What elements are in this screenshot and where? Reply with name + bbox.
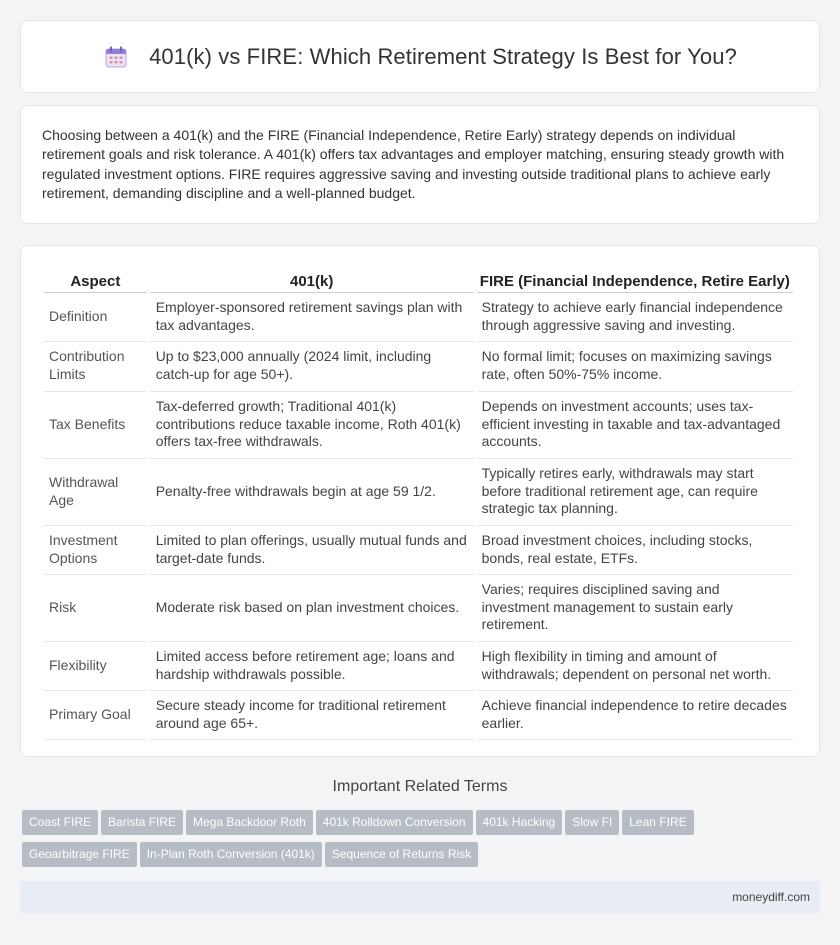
- related-terms-title: Important Related Terms: [332, 778, 508, 795]
- row-aspect: Risk: [44, 575, 147, 642]
- related-term-tag[interactable]: 401k Rolldown Conversion: [316, 810, 473, 835]
- row-401k: Tax-deferred growth; Traditional 401(k) contributions reduce taxable income, Roth 401(k) offers tax-free withdrawals.: [151, 392, 473, 459]
- table-row: [44, 691, 793, 740]
- row-aspect: Primary Goal: [44, 691, 147, 740]
- row-fire: Depends on investment accounts; uses tax-efficient investing in taxable and tax-advantaged accounts.: [477, 392, 793, 459]
- table-row: [44, 526, 793, 575]
- row-aspect: Withdrawal Age: [44, 459, 147, 526]
- table-row: [44, 342, 793, 392]
- related-terms-list: [22, 810, 822, 874]
- row-401k: Moderate risk based on plan investment choices.: [151, 575, 473, 642]
- row-fire: Varies; requires disciplined saving and investment management to sustain early retirement.: [477, 575, 793, 642]
- related-term-tag[interactable]: Lean FIRE: [622, 810, 693, 835]
- table-row: [44, 392, 793, 459]
- comparison-table: [40, 266, 797, 740]
- row-fire: Broad investment choices, including stocks, bonds, real estate, ETFs.: [477, 526, 793, 575]
- row-fire: Strategy to achieve early financial independence through aggressive saving and investing.: [477, 293, 793, 342]
- table-row: [44, 459, 793, 526]
- row-401k: Up to $23,000 annually (2024 limit, including catch-up for age 50+).: [151, 342, 473, 392]
- calendar-icon: [103, 44, 129, 70]
- table-row: [44, 293, 793, 342]
- related-term-tag[interactable]: Geoarbitrage FIRE: [22, 842, 137, 867]
- row-401k: Secure steady income for traditional retirement around age 65+.: [151, 691, 473, 740]
- intro-card: [20, 105, 820, 224]
- page-title: 401(k) vs FIRE: Which Retirement Strategy Is Best for You?: [149, 43, 737, 69]
- footer-site-link[interactable]: moneydiff.com: [732, 890, 810, 904]
- row-aspect: Tax Benefits: [44, 392, 147, 459]
- header-aspect: Aspect: [44, 266, 147, 293]
- row-fire: Typically retires early, withdrawals may start before traditional retirement age, can require strategic tax planning.: [477, 459, 793, 526]
- footer: [20, 881, 820, 914]
- row-aspect: Contribution Limits: [44, 342, 147, 392]
- table-row: [44, 642, 793, 691]
- row-401k: Limited access before retirement age; loans and hardship withdrawals possible.: [151, 642, 473, 691]
- related-term-tag[interactable]: Sequence of Returns Risk: [325, 842, 478, 867]
- page-header: [20, 20, 820, 93]
- row-fire: High flexibility in timing and amount of withdrawals; dependent on personal net worth.: [477, 642, 793, 691]
- header-401k: 401(k): [151, 266, 473, 293]
- row-aspect: Flexibility: [44, 642, 147, 691]
- table-header-row: [44, 266, 793, 293]
- row-fire: No formal limit; focuses on maximizing savings rate, often 50%-75% income.: [477, 342, 793, 392]
- row-401k: Employer-sponsored retirement savings plan with tax advantages.: [151, 293, 473, 342]
- comparison-card: [20, 245, 820, 757]
- header-fire: FIRE (Financial Independence, Retire Early): [477, 266, 793, 293]
- related-term-tag[interactable]: Barista FIRE: [101, 810, 183, 835]
- related-term-tag[interactable]: Slow FI: [565, 810, 619, 835]
- row-401k: Penalty-free withdrawals begin at age 59 1/2.: [151, 459, 473, 526]
- row-aspect: Investment Options: [44, 526, 147, 575]
- row-fire: Achieve financial independence to retire decades earlier.: [477, 691, 793, 740]
- related-term-tag[interactable]: In-Plan Roth Conversion (401k): [140, 842, 322, 867]
- related-term-tag[interactable]: Mega Backdoor Roth: [186, 810, 313, 835]
- intro-text: Choosing between a 401(k) and the FIRE (Financial Independence, Retire Early) strategy depends on individual retirement goals and risk tolerance. A 401(k) offers tax advantages and employer matching, ensuring steady growth with regulated investment options. FIRE requires aggressive saving and investing outside traditional plans to achieve early retirement, demanding discipline and a well-planned budget.: [42, 127, 785, 201]
- row-401k: Limited to plan offerings, usually mutual funds and target-date funds.: [151, 526, 473, 575]
- table-row: [44, 575, 793, 642]
- related-term-tag[interactable]: Coast FIRE: [22, 810, 98, 835]
- row-aspect: Definition: [44, 293, 147, 342]
- related-term-tag[interactable]: 401k Hacking: [476, 810, 563, 835]
